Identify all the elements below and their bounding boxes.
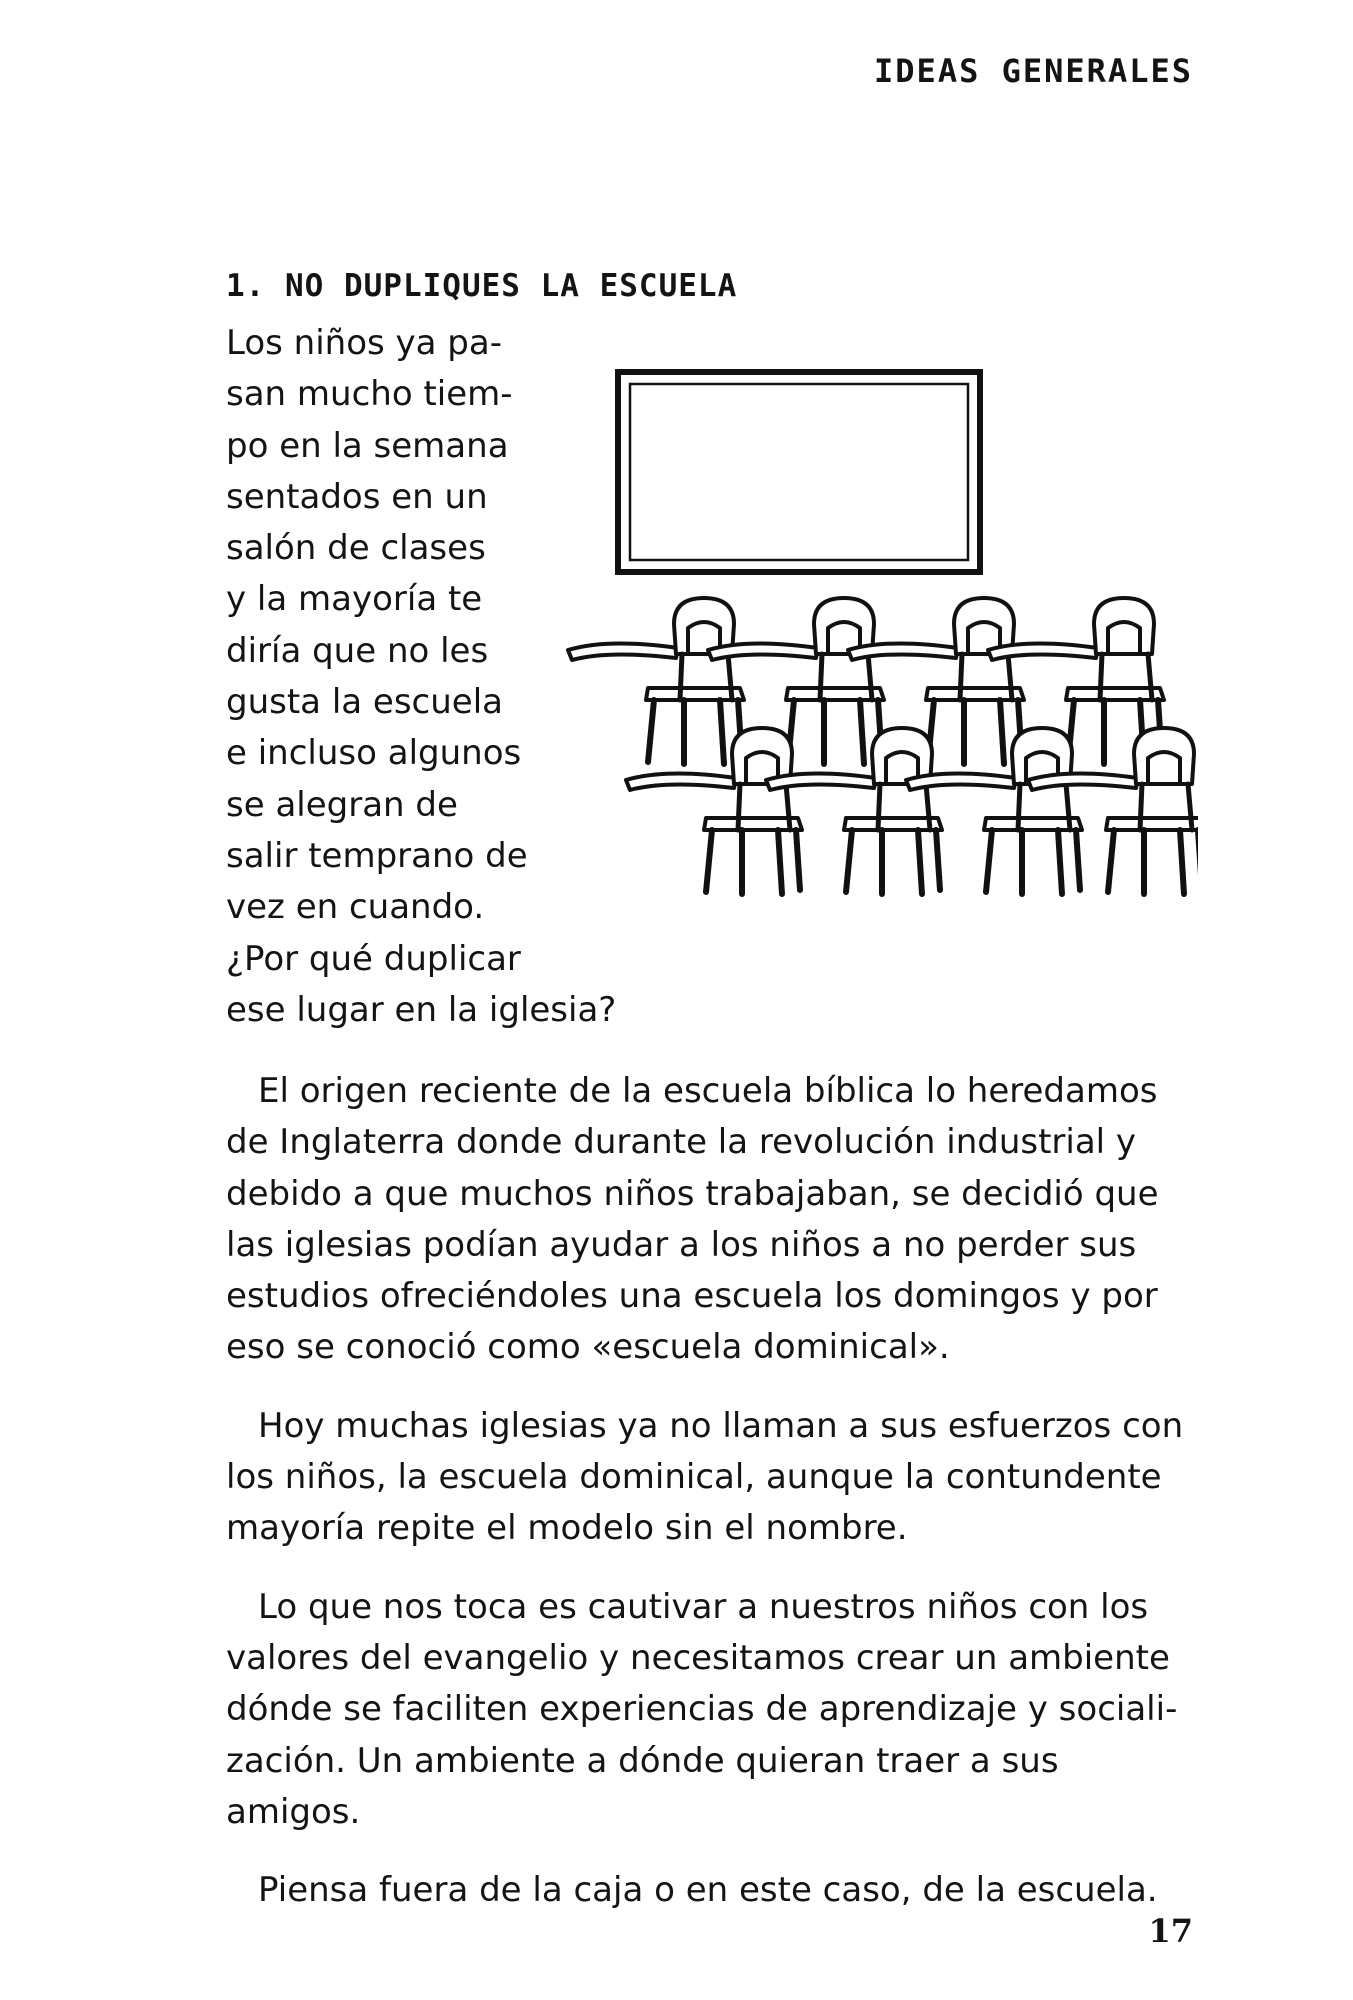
intro-line: ese lugar en la iglesia? [226,989,617,1030]
section-heading: 1. NO DUPLIQUES LA ESCUELA [226,268,738,304]
intro-line: se alegran de [226,784,458,825]
intro-line: gusta la escuela [226,682,503,723]
paragraph-hoy: Hoy muchas iglesias ya no llaman a sus esfuerzos con los niños, la escuela dominical, aunque la contundente mayoría repite el modelo sin el nombre. [226,1405,1184,1549]
running-head: IDEAS GENERALES [874,52,1193,90]
paragraph-origen: El origen reciente de la escuela bíblica lo heredamos de Inglaterra donde durante la revolución industrial y debido a que muchos niños trabajaban, se decidió que las iglesias podían ayudar a los niños a no perder sus estudios ofreciéndoles una escuela los domingos y por eso se conoció como «escuela dominical». [226,1071,1159,1368]
paragraph-piensa: Piensa fuera de la caja o en este caso, de la escuela. [258,1870,1158,1911]
intro-line: ¿Por qué duplicar [226,938,521,979]
intro-line: sentados en un [226,476,488,517]
intro-line: salón de clases [226,528,486,569]
intro-line: Los niños ya pa- [226,323,502,363]
body-text [226,1066,1186,1943]
classroom-chalkboard-desks-icon [548,368,1198,918]
page-number: 17 [1148,1912,1193,1950]
intro-line: salir temprano de [226,835,528,876]
intro-line: po en la semana [226,425,509,466]
paragraph-cautivar: Lo que nos toca es cautivar a nuestros niños con los valores del evangelio y necesitamos crear un ambiente dónde se faciliten experiencias de aprendizaje y socialización. Un ambiente a dónde quieran traer a sus amigos. [226,1586,1178,1832]
intro-line: y la mayoría te [226,579,483,620]
intro-line: diría que no les [226,630,489,671]
intro-line: san mucho tiem- [226,374,513,415]
intro-line: e incluso algunos [226,733,522,774]
intro-line: vez en cuando. [226,887,485,928]
